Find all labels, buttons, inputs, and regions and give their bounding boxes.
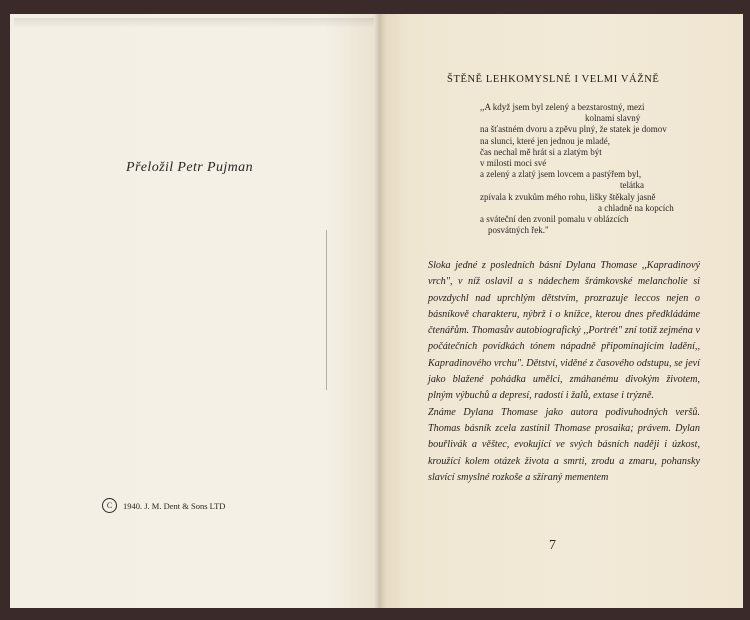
copyright-symbol-icon: C bbox=[102, 498, 117, 513]
copyright-line bbox=[102, 498, 225, 513]
page-top-shadow bbox=[14, 18, 374, 28]
poem-line: v milosti moci své bbox=[480, 158, 547, 169]
poem-line: kolnami slavný bbox=[585, 113, 641, 124]
page-edge-line bbox=[326, 230, 327, 390]
poem-line: telátka bbox=[620, 180, 644, 191]
copyright-text: 1940. J. M. Dent & Sons LTD bbox=[123, 500, 226, 511]
prose-paragraph: Známe Dylana Thomase jako autora podivuhodných veršů. Thomas básník zcela zastínil Thomase prosaika; právem. Dylan bouřlivák a věštec, evokující ve svých básních naději i úzkost, kroužící kolem otázek života a smrti, zrodu a zmaru, pohansky slavící smyslné rozkoše a sžíraný mementem bbox=[428, 406, 700, 483]
page-number: 7 bbox=[549, 538, 556, 553]
poem-line: na šťastném dvoru a zpěvu plný, že statek je domov bbox=[480, 124, 667, 135]
poem-line: a zelený a zlatý jsem lovcem a pastýřem byl, bbox=[480, 169, 642, 180]
left-page bbox=[10, 14, 380, 608]
prose-paragraph: Sloka jedné z posledních básní Dylana Thomase ,,Kapradinový vrch", v níž oslavil a s nádechem šrámkovské melancholie si povzdychl nad uprchlým dětstvím, prozrazuje leccos nejen o básníkově charakteru, nýbrž i o knížce, kterou dnes předkládáme čtenářům. Thomasův autobiografický ,,Portrét" zní totiž zejména v počátečních povídkách tónem nápadně připomínajícím ladění,, Kapradinového vrchu". Dětství, viděné z časového odstupu, se jeví jako blažené pohádka umělci, zmáhanému divokým životem, plným výbuchů a depresí, radostí i žalů, extase i trýzně. bbox=[428, 260, 700, 402]
page-title: ŠTĚNĚ LEHKOMYSLNÉ I VELMI VÁŽNĚ bbox=[447, 74, 660, 85]
poem-line: zpívala k zvukům mého rohu, lišky štěkaly jasně bbox=[480, 191, 656, 202]
poem-line: a sváteční den zvonil pomalu v oblázcích bbox=[480, 214, 629, 225]
translator-credit: Přeložil Petr Pujman bbox=[126, 160, 253, 175]
poem-block bbox=[480, 102, 712, 236]
poem-line: a chladně na kopcích bbox=[598, 202, 674, 213]
poem-line: čas nechal mě hrát si a zlatým být bbox=[480, 146, 602, 157]
book-gutter bbox=[374, 14, 386, 608]
poem-line: posvátných řek." bbox=[488, 225, 549, 236]
poem-line: na slunci, které jen jednou je mladé, bbox=[480, 135, 610, 146]
poem-line: ,,A když jsem byl zelený a bezstarostný, mezi bbox=[480, 102, 645, 112]
prose-body bbox=[428, 258, 700, 486]
